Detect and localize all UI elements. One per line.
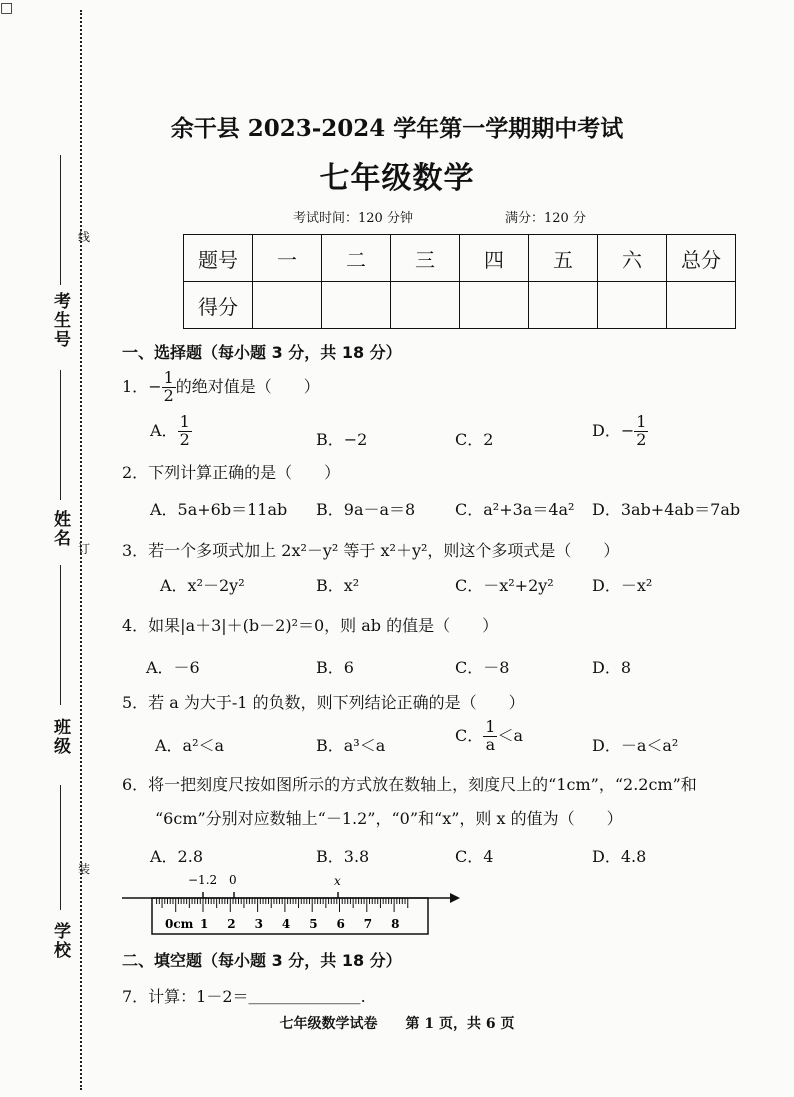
name-line: [60, 370, 61, 500]
table-cell: 一: [253, 235, 322, 282]
option-d: D．8: [592, 658, 632, 677]
table-cell: 得分: [184, 282, 253, 329]
ruler-ticks: [157, 898, 408, 912]
table-cell: 六: [598, 235, 667, 282]
school-line: [60, 785, 61, 910]
numerator: 1: [179, 412, 190, 431]
option-a: [150, 414, 192, 449]
option-b: B．−2: [316, 430, 368, 449]
option-b: B．a³＜a: [316, 736, 386, 755]
corner-mark: □: [0, 0, 14, 16]
ruler-number: 2: [227, 917, 236, 931]
option-c: C．2: [455, 430, 494, 449]
option-label: D．−: [592, 420, 635, 440]
option-a: A．5a+6b＝11ab: [150, 500, 288, 519]
option-c: [455, 719, 523, 754]
class-label: 班级: [50, 718, 70, 756]
class-line: [60, 565, 61, 705]
denominator: 2: [163, 385, 174, 405]
option-d: D．4.8: [592, 847, 647, 866]
question-5: 5．若 a 为大于-1 的负数，则下列结论正确的是（ ）: [122, 693, 525, 712]
fraction: [162, 370, 176, 405]
option-a: A．2.8: [150, 847, 204, 866]
axis-label: x: [334, 874, 341, 888]
period: .: [360, 987, 366, 1006]
ruler-number: 3: [254, 917, 263, 931]
option-b: B．3.8: [316, 847, 370, 866]
name-label: 姓名: [50, 510, 70, 548]
fraction: [483, 719, 497, 754]
table-cell: 二: [322, 235, 391, 282]
candidate-no-label: 考生号: [50, 292, 70, 349]
ruler-numbers: [200, 917, 399, 931]
option-label: C．: [455, 725, 484, 745]
ruler-number: 7: [363, 917, 373, 931]
ruler-unit: 0cm: [165, 917, 194, 931]
denominator: 2: [179, 429, 190, 449]
option-text: ＜a: [497, 725, 523, 745]
score-input-cell[interactable]: [253, 282, 322, 329]
table-cell: 三: [391, 235, 460, 282]
option-d: D．－a＜a²: [592, 736, 679, 755]
table-cell: 题号: [184, 235, 253, 282]
numerator: 1: [485, 717, 496, 736]
score-table: [183, 234, 736, 329]
minus-sign: −: [148, 376, 162, 396]
answer-blank[interactable]: ＿＿＿＿＿＿＿: [248, 987, 361, 1006]
option-a: A．a²＜a: [155, 736, 225, 755]
option-a: A．x²－2y²: [160, 576, 245, 595]
option-c: C．4: [455, 847, 494, 866]
option-c: C．－x²+2y²: [455, 576, 554, 595]
question-3: 3．若一个多项式加上 2x²－y² 等于 x²＋y²，则这个多项式是（ ）: [122, 541, 620, 560]
score-input-cell[interactable]: [598, 282, 667, 329]
table-cell: 总分: [667, 235, 736, 282]
ruler-number: 6: [336, 917, 345, 931]
denominator: 2: [636, 429, 647, 449]
exam-title: 余干县 2023-2024 学年第一学期期中考试: [170, 115, 624, 142]
axis-arrow-icon: [450, 893, 460, 903]
option-b: B．x²: [316, 576, 360, 595]
ruler-number: 4: [281, 917, 291, 931]
score-table-header-row: [184, 235, 736, 282]
axis-label: −1.2: [188, 873, 218, 887]
full-score: 满分：120 分: [505, 211, 586, 226]
option-d: D．3ab+4ab＝7ab: [592, 500, 741, 519]
ruler-number: 8: [391, 917, 400, 931]
option-b: B．6: [316, 658, 354, 677]
ruler-figure: [118, 868, 460, 938]
option-label: A．: [150, 420, 178, 440]
option-c: C．－8: [455, 658, 510, 677]
page-footer: 七年级数学试卷 第 1 页，共 6 页: [279, 1016, 515, 1032]
ding-mark: 订: [78, 542, 91, 556]
score-input-cell[interactable]: [667, 282, 736, 329]
question-number: 1．: [122, 376, 149, 396]
question-stem: 的绝对值是（ ）: [175, 376, 320, 396]
question-1: [122, 370, 320, 405]
question-2: 2．下列计算正确的是（ ）: [122, 463, 341, 482]
question-6-line-1: 6．将一把刻度尺按如图所示的方式放在数轴上，刻度尺上的“1cm”，“2.2cm”和: [122, 775, 697, 794]
option-a: A．－6: [146, 658, 200, 677]
zhuang-mark: 装: [78, 862, 91, 876]
section-1-heading: 一、选择题（每小题 3 分，共 18 分）: [122, 343, 402, 362]
score-table-score-row: [184, 282, 736, 329]
option-b: B．9a－a＝8: [316, 500, 416, 519]
axis-label: 0: [229, 873, 237, 887]
line-mark: 线: [78, 230, 91, 244]
score-input-cell[interactable]: [529, 282, 598, 329]
exam-subtitle: 七年级数学: [319, 161, 475, 196]
numerator: 1: [636, 412, 647, 431]
question-7: [122, 984, 366, 1007]
question-6-line-2: “6cm”分别对应数轴上“－1.2”，“0”和“x”，则 x 的值为（ ）: [155, 809, 623, 828]
fraction: [634, 414, 648, 449]
school-label: 学校: [50, 922, 70, 960]
denominator: a: [485, 734, 496, 754]
option-d: [592, 414, 648, 449]
fraction: [178, 414, 192, 449]
question-4: 4．如果|a＋3|＋(b－2)²＝0，则 ab 的值是（ ）: [122, 616, 499, 635]
ruler-number: 5: [309, 917, 318, 931]
numerator: 1: [163, 368, 174, 387]
option-c: C．a²+3a＝4a²: [455, 500, 575, 519]
score-input-cell[interactable]: [391, 282, 460, 329]
score-input-cell[interactable]: [460, 282, 529, 329]
table-cell: 五: [529, 235, 598, 282]
score-input-cell[interactable]: [322, 282, 391, 329]
question-stem: 7．计算：1－2＝: [122, 987, 249, 1006]
ruler-number: 1: [200, 917, 209, 931]
option-d: D．－x²: [592, 576, 653, 595]
table-cell: 四: [460, 235, 529, 282]
section-2-heading: 二、填空题（每小题 3 分，共 18 分）: [122, 951, 402, 970]
exam-time: 考试时间：120 分钟: [293, 211, 413, 226]
